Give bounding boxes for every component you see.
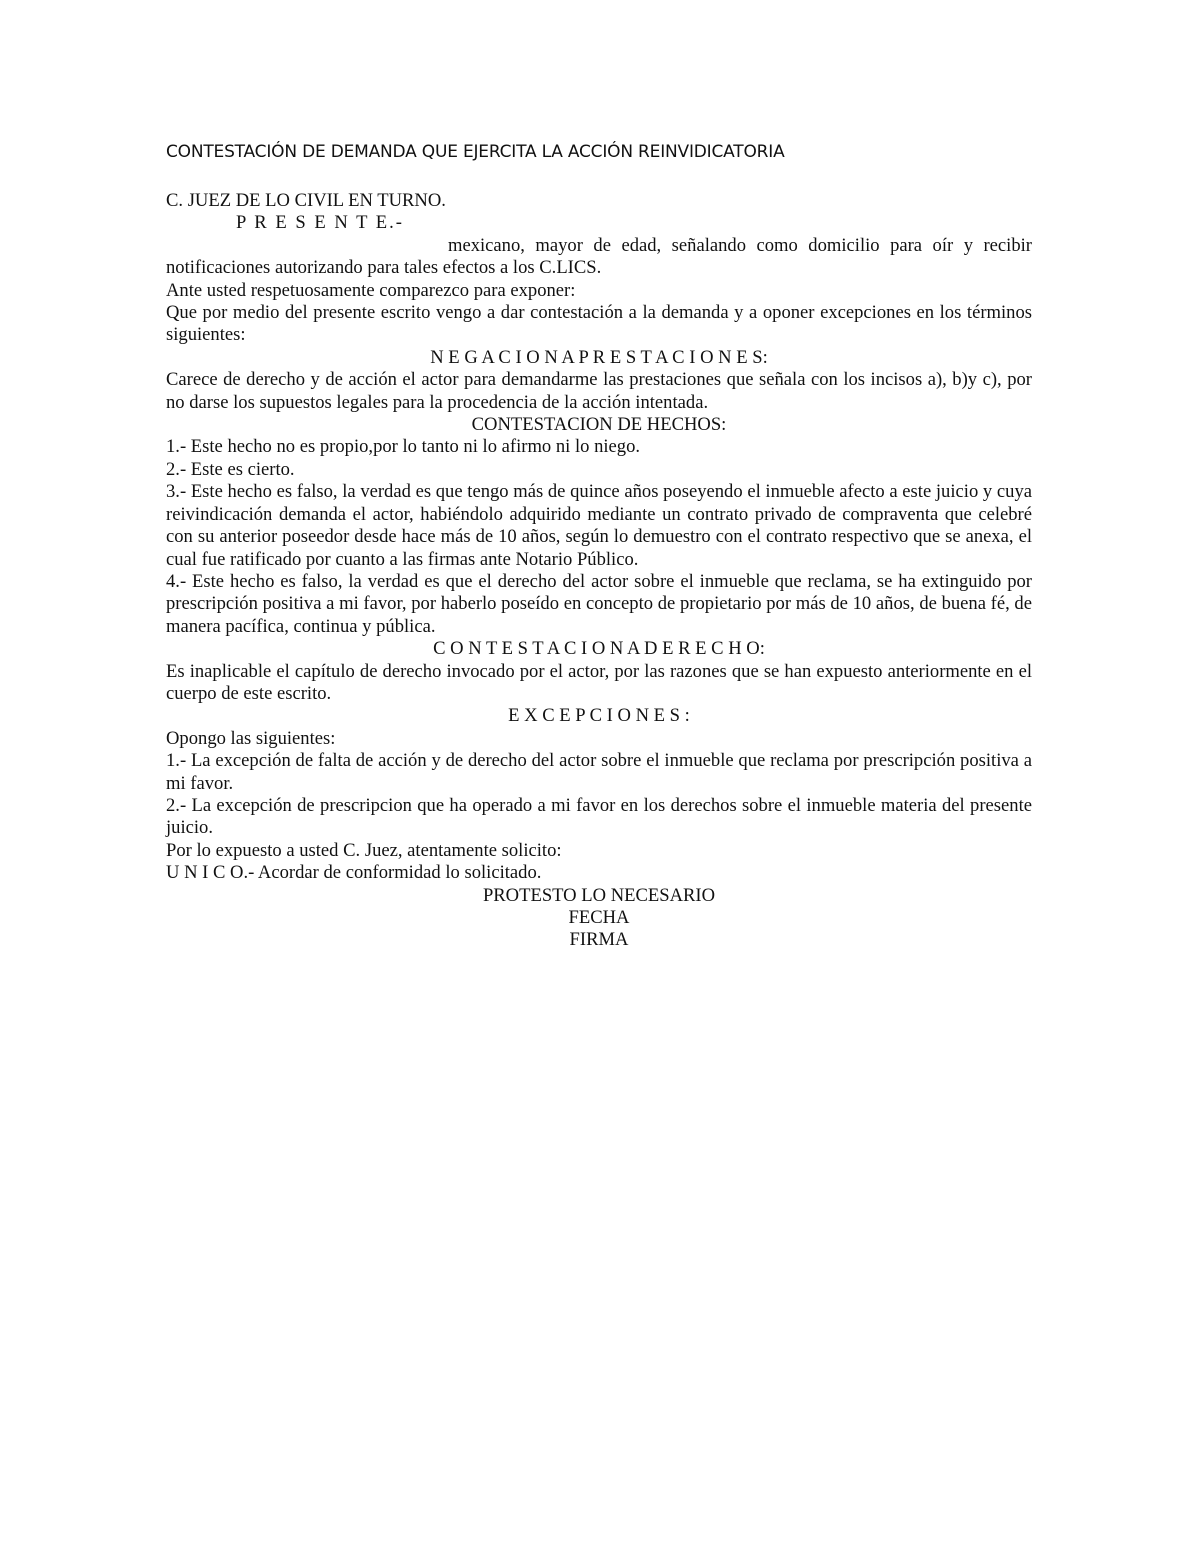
- closing-firma: FIRMA: [569, 929, 629, 951]
- hecho-item: 1.- Este hecho no es propio,por lo tanto ni lo afirmo ni lo niego.: [166, 436, 641, 458]
- heading-excepciones: E X C E P C I O N E S :: [508, 705, 690, 727]
- purpose-paragraph: Que por medio del presente escrito vengo a dar contestación a la demanda y a oponer excepciones en los términos siguientes:: [166, 302, 1032, 346]
- document-title: CONTESTACIÓN DE DEMANDA QUE EJERCITA LA ACCIÓN REINVIDICATORIA: [166, 142, 785, 162]
- excepcion-item: 1.- La excepción de falta de acción y de derecho del actor sobre el inmueble que reclama por prescripción positiva a mi favor.: [166, 750, 1032, 794]
- request-paragraph: Por lo expuesto a usted C. Juez, atentamente solicito:: [166, 839, 562, 861]
- heading-derecho: C O N T E S T A C I O N A D E R E C H O:: [433, 638, 765, 660]
- excepcion-item: 2.- La excepción de prescripcion que ha operado a mi favor en los derechos sobre el inmueble materia del presente juicio.: [166, 794, 1032, 839]
- heading-prestaciones: N E G A C I O N A P R E S T A C I O N E S:: [430, 346, 768, 368]
- appear-paragraph: Ante usted respetuosamente comparezco para exponer:: [166, 279, 576, 301]
- presente-line: P R E S E N T E.-: [236, 212, 404, 234]
- closing-fecha: FECHA: [568, 907, 630, 928]
- prestaciones-paragraph: Carece de derecho y de acción el actor para demandarme las prestaciones que señala con los incisos a), b)y c), por no darse los supuestos legales para la procedencia de la acción intentada.: [166, 369, 1032, 413]
- document-body: [166, 190, 1032, 952]
- hecho-item: 3.- Este hecho es falso, la verdad es que tengo más de quince años poseyendo el inmueble afecto a este juicio y cuya reivindicación demanda el actor, habiéndolo adquirido mediante un contrato privado de compraventa que celebré con su anterior poseedor desde hace más de 10 años, según lo demuestro con el contrato respectivo que se anexa, el cual fue ratificado por cuanto a las firmas ante Notario Público.: [166, 481, 1032, 570]
- addressee: C. JUEZ DE LO CIVIL EN TURNO.: [166, 190, 446, 211]
- hecho-item: 4.- Este hecho es falso, la verdad es que el derecho del actor sobre el inmueble que reclama, se ha extinguido por prescripción positiva a mi favor, por haberlo poseído en concepto de propietario por más de 10 años, de buena fé, de manera pacífica, continua y pública.: [166, 570, 1032, 637]
- closing-protesto: PROTESTO LO NECESARIO: [482, 884, 716, 906]
- derecho-paragraph: Es inaplicable el capítulo de derecho invocado por el actor, por las razones que se han expuesto anteriormente en el cuerpo de este escrito.: [166, 660, 1032, 704]
- unico-paragraph: U N I C O.- Acordar de conformidad lo solicitado.: [166, 862, 542, 884]
- hecho-item: 2.- Este es cierto.: [166, 458, 295, 480]
- intro-paragraph: mexicano, mayor de edad, señalando como domicilio para oír y recibir notificaciones autorizando para tales efectos a los C.LICS.: [166, 234, 1032, 279]
- heading-hechos: CONTESTACION DE HECHOS:: [471, 414, 727, 436]
- excepciones-intro: Opongo las siguientes:: [166, 727, 336, 749]
